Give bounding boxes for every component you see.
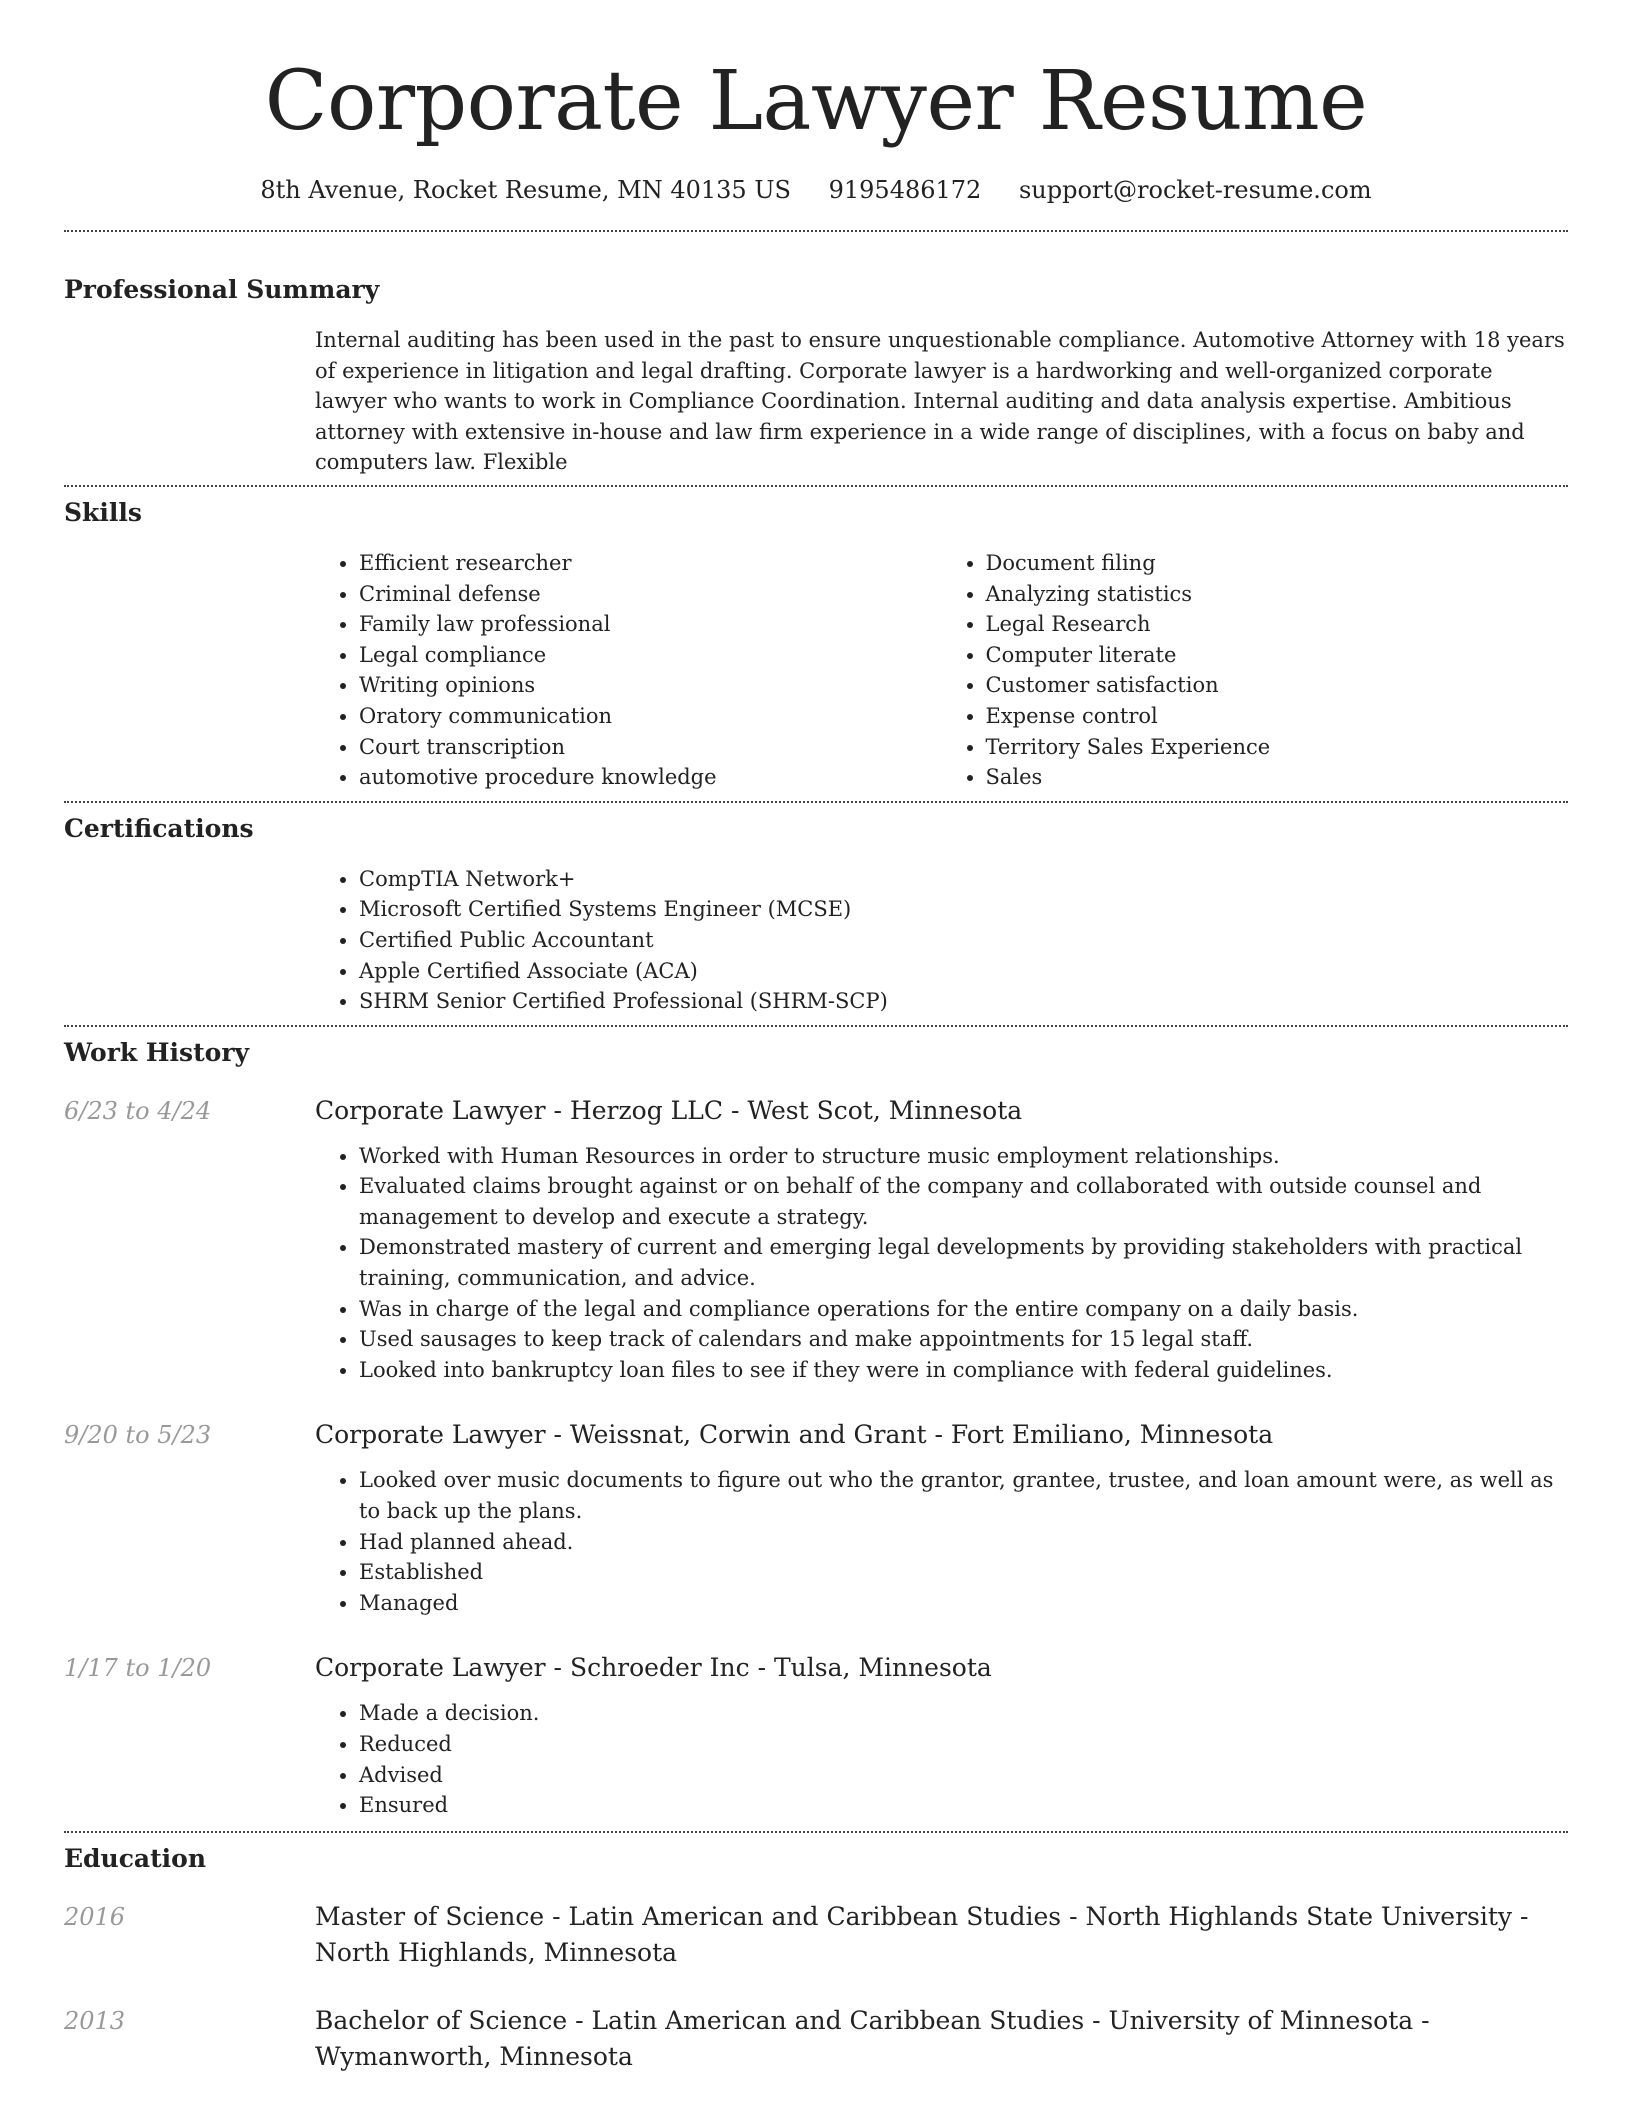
list-item: • Oratory communication — [359, 701, 942, 732]
list-item: • Reduced — [359, 1729, 1568, 1760]
list-item: • Microsoft Certified Systems Engineer (MCSE) — [359, 894, 1568, 925]
divider — [64, 230, 1568, 232]
job-date: 9/20 to 5/23 — [64, 1421, 212, 1450]
resume-title: Corporate Lawyer Resume — [264, 54, 1368, 149]
list-item: • Apple Certified Associate (ACA) — [359, 956, 1568, 987]
list-item: • automotive procedure knowledge — [359, 762, 942, 793]
job-role: Corporate Lawyer — [315, 1420, 546, 1450]
list-item: • Legal compliance — [359, 640, 942, 671]
job-title — [315, 1417, 1568, 1453]
job-date: 1/17 to 1/20 — [64, 1654, 212, 1683]
education-degree: Master of Science - Latin American and Caribbean Studies — [315, 1901, 1062, 1931]
divider — [64, 801, 1568, 803]
job-entry — [64, 1650, 1568, 1820]
list-item: • Family law professional — [359, 609, 942, 640]
list-item: • Sales — [986, 762, 1569, 793]
list-item: • Legal Research — [986, 609, 1569, 640]
list-item: • Looked into bankruptcy loan files to see if they were in compliance with federal guidelines. — [359, 1355, 1568, 1386]
list-item: • Certified Public Accountant — [359, 925, 1568, 956]
list-item: • Expense control — [986, 701, 1569, 732]
list-item: • Analyzing statistics — [986, 579, 1569, 610]
contact-email: support@rocket-resume.com — [1018, 176, 1372, 204]
skills-columns — [315, 548, 1568, 793]
section-title-education: Education — [64, 1843, 207, 1873]
list-item: • Document filing — [986, 548, 1569, 579]
list-item: • Customer satisfaction — [986, 670, 1569, 701]
skills-list-right — [942, 548, 1569, 793]
education-title — [315, 1899, 1568, 1971]
list-item: • Used sausages to keep track of calendars and make appointments for 15 legal staff. — [359, 1324, 1568, 1355]
divider — [64, 1831, 1568, 1833]
list-item: • Evaluated claims brought against or on behalf of the company and collaborated with outside counsel and management to develop and execute a strategy. — [359, 1171, 1568, 1232]
list-item: • Made a decision. — [359, 1698, 1568, 1729]
summary-section — [64, 272, 1568, 478]
list-item: • Ensured — [359, 1790, 1568, 1821]
certifications-content — [315, 864, 1568, 1017]
job-company: - Herzog LLC - West Scot, Minnesota — [545, 1095, 1023, 1125]
list-item: • Had planned ahead. — [359, 1527, 1568, 1558]
section-title-work: Work History — [64, 1037, 250, 1067]
list-item: • Managed — [359, 1588, 1568, 1619]
job-company: - Schroeder Inc - Tulsa, Minnesota — [545, 1653, 992, 1683]
job-title — [315, 1093, 1568, 1129]
list-item: • Criminal defense — [359, 579, 942, 610]
education-date: 2013 — [64, 2006, 126, 2035]
list-item: • SHRM Senior Certified Professional (SHRM-SCP) — [359, 986, 1568, 1017]
contact-line — [64, 172, 1568, 208]
education-section — [64, 1841, 1568, 2075]
education-degree: Bachelor of Science - Latin American and Caribbean Studies — [315, 2005, 1085, 2035]
work-section — [64, 1035, 1568, 1821]
resume-page — [64, 0, 1568, 2075]
list-item: • Computer literate — [986, 640, 1569, 671]
section-title-certifications: Certifications — [64, 813, 254, 843]
education-school: - University of Minnesota - Wymanworth, Minnesota — [315, 2005, 1430, 2071]
skills-section — [64, 495, 1568, 793]
list-item: • CompTIA Network+ — [359, 864, 1568, 895]
contact-address: 8th Avenue, Rocket Resume, MN 40135 US — [260, 176, 791, 204]
job-body — [315, 1093, 1568, 1386]
list-item: • Writing opinions — [359, 670, 942, 701]
divider — [64, 1025, 1568, 1027]
job-body — [315, 1650, 1568, 1820]
list-item: • Established — [359, 1557, 1568, 1588]
list-item: • Demonstrated mastery of current and emerging legal developments by providing stakeholders with practical training, communication, and advice. — [359, 1232, 1568, 1293]
job-entry — [64, 1417, 1568, 1618]
list-item: • Efficient researcher — [359, 548, 942, 579]
certifications-list — [315, 864, 1568, 1017]
section-title-skills: Skills — [64, 497, 142, 527]
skills-list-left — [315, 548, 942, 793]
list-item: • Was in charge of the legal and compliance operations for the entire company on a daily basis. — [359, 1294, 1568, 1325]
education-entry — [64, 1899, 1568, 1971]
list-item: • Worked with Human Resources in order to structure music employment relationships. — [359, 1141, 1568, 1172]
job-bullets — [315, 1141, 1568, 1386]
job-role: Corporate Lawyer — [315, 1095, 546, 1125]
certifications-section — [64, 811, 1568, 1017]
job-body — [315, 1417, 1568, 1618]
contact-phone: 9195486172 — [828, 176, 982, 204]
education-date: 2016 — [64, 1902, 126, 1931]
list-item: • Territory Sales Experience — [986, 732, 1569, 763]
divider — [64, 485, 1568, 487]
list-item: • Court transcription — [359, 732, 942, 763]
list-item: • Advised — [359, 1760, 1568, 1791]
job-title — [315, 1650, 1568, 1686]
education-entry — [64, 2003, 1568, 2075]
education-title — [315, 2003, 1568, 2075]
job-bullets — [315, 1698, 1568, 1820]
job-role: Corporate Lawyer — [315, 1653, 546, 1683]
list-item: • Looked over music documents to figure out who the grantor, grantee, trustee, and loan amount were, as well as to back up the plans. — [359, 1465, 1568, 1526]
summary-text: Internal auditing has been used in the past to ensure unquestionable compliance. Automotive Attorney with 18 years of experience in litigation and legal drafting. Corporate lawyer is a hardworking and well-organized corporate lawyer who wants to work in Compliance Coordination. Internal auditing and data analysis expertise. Ambitious attorney with extensive in-house and law firm experience in a wide range of disciplines, with a focus on baby and computers law. Flexible — [315, 328, 1565, 475]
job-company: - Weissnat, Corwin and Grant - Fort Emiliano, Minnesota — [545, 1420, 1274, 1450]
job-bullets — [315, 1465, 1568, 1618]
section-title-summary: Professional Summary — [64, 275, 380, 304]
job-date: 6/23 to 4/24 — [64, 1096, 212, 1125]
job-entry — [64, 1093, 1568, 1386]
education-school: - North Highlands State University - North Highlands, Minnesota — [315, 1901, 1529, 1967]
